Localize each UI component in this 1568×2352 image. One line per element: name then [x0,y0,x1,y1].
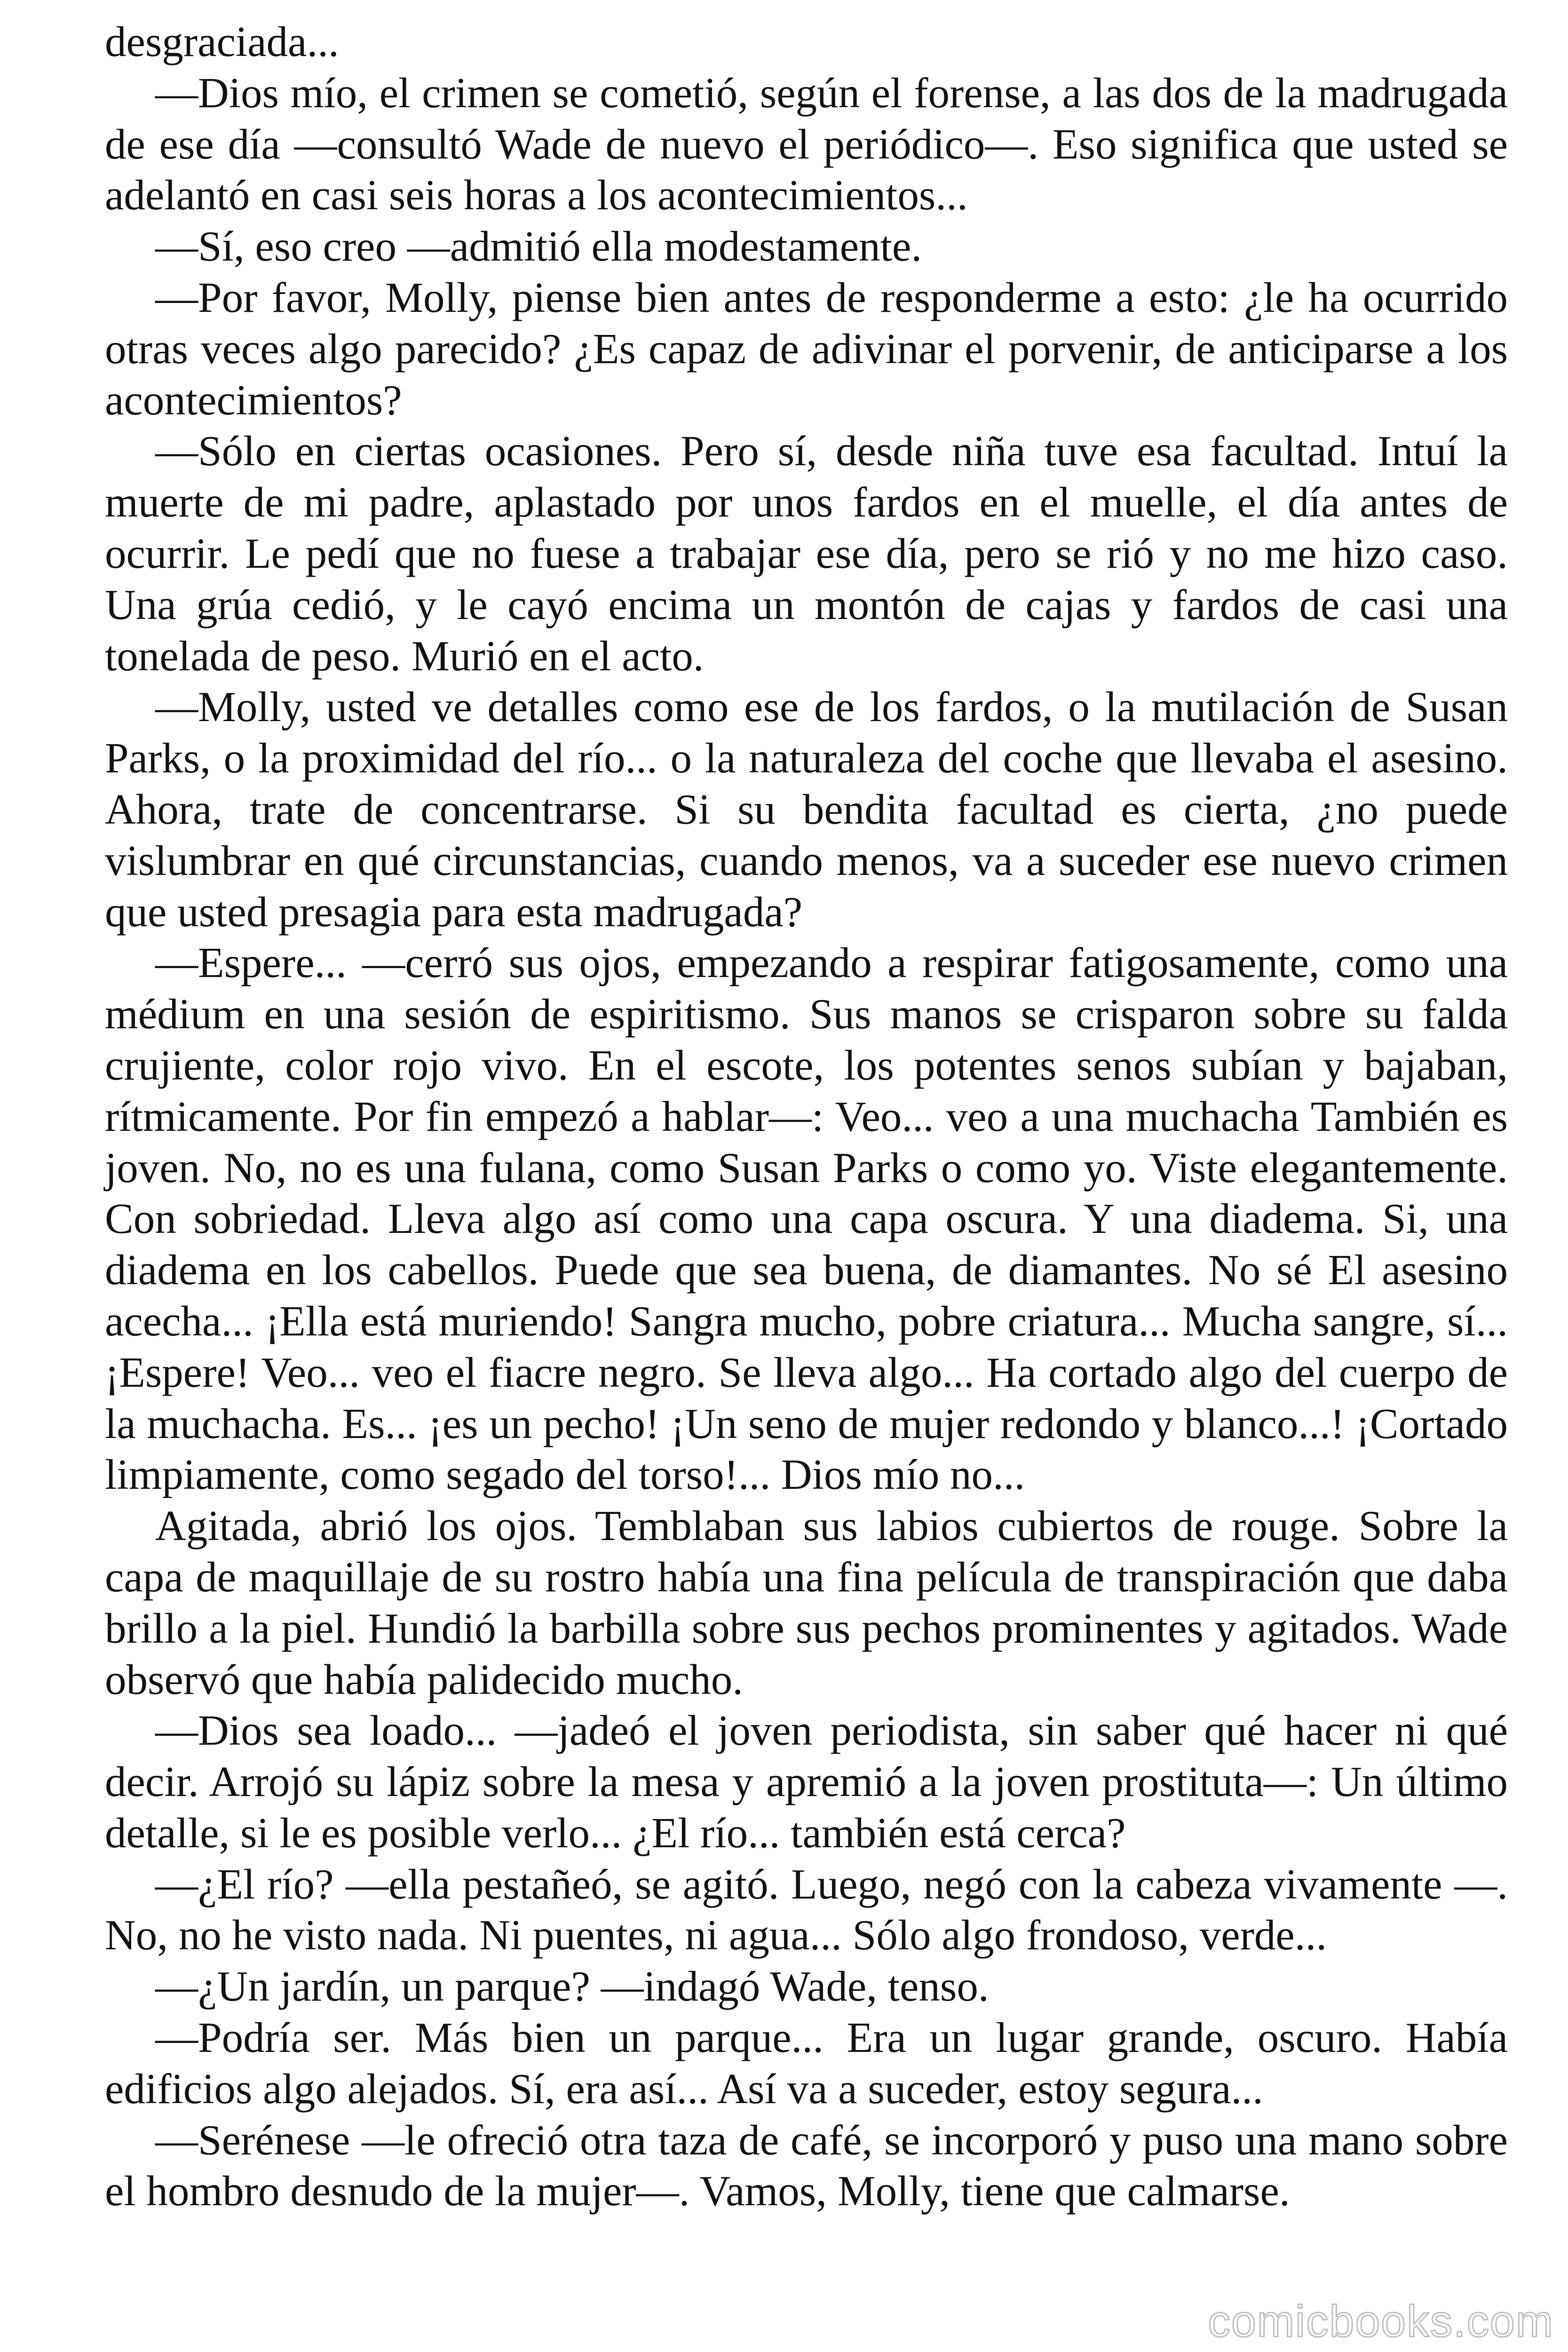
paragraph-6: —Molly, usted ve detalles como ese de los fardos, o la mutilación de Susan Parks, o la proximidad del río... o la naturaleza del coche que llevaba el asesino. Ahora, trate de concentrarse. Si su bendita facultad es cierta, ¿no puede vislumbrar en qué circunstancias, cuando menos, va a suceder ese nuevo crimen que usted presagia para esta madrugada? [105,683,1508,936]
paragraph-12: —Podría ser. Más bien un parque... Era un lugar grande, oscuro. Había edificios algo alejados. Sí, era así... Así va a suceder, estoy segura... [105,2014,1508,2113]
paragraph-2: —Dios mío, el crimen se cometió, según el forense, a las dos de la madrugada de ese día —consultó Wade de nuevo el periódico—. Eso significa que usted se adelantó en casi seis horas a los acontecimientos... [105,69,1508,219]
paragraph-13: —Serénese —le ofreció otra taza de café, se incorporó y puso una mano sobre el hombro desnudo de la mujer—. Vamos, Molly, tiene que calmarse. [105,2116,1508,2215]
paragraph-1: desgraciada... [105,18,339,65]
paragraph-4: —Por favor, Molly, piense bien antes de responderme a esto: ¿le ha ocurrido otras veces algo parecido? ¿Es capaz de adivinar el porvenir, de anticiparse a los acontecimientos? [105,273,1508,424]
paragraph-3: —Sí, eso creo —admitió ella modestamente. [155,222,922,270]
paragraph-11: —¿Un jardín, un parque? —indagó Wade, tenso. [155,1963,989,2010]
paragraph-9: —Dios sea loado... —jadeó el joven periodista, sin saber qué hacer ni qué decir. Arrojó su lápiz sobre la mesa y apremió a la joven prostituta—: Un último detalle, si le es posible verlo... ¿El río... también está cerca? [105,1707,1508,1857]
paragraph-5: —Sólo en ciertas ocasiones. Pero sí, desde niña tuve esa facultad. Intuí la muerte de mi padre, aplastado por unos fardos en el muelle, el día antes de ocurrir. Le pedí que no fuese a trabajar ese día, pero se rió y no me hizo caso. Una grúa cedió, y le cayó encima un montón de cajas y fardos de casi una tonelada de peso. Murió en el acto. [105,427,1508,680]
paragraph-7: —Espere... —cerró sus ojos, empezando a respirar fatigosamente, como una médium en una sesión de espiritismo. Sus manos se crisparon sobre su falda crujiente, color rojo vivo. En el escote, los potentes senos subían y bajaban, rítmicamente. Por fin empezó a hablar—: Veo... veo a una muchacha También es joven. No, no es una fulana, como Susan Parks o como yo. Viste elegantemente. Con sobriedad. Lleva algo así como una capa oscura. Y una diadema. Si, una diadema en los cabellos. Puede que sea buena, de diamantes. No sé El asesino acecha... ¡Ella está muriendo! Sangra mucho, pobre criatura... Mucha sangre, sí... ¡Espere! Veo... veo el fiacre negro. Se lleva algo... Ha cortado algo del cuerpo de la muchacha. Es... ¡es un pecho! ¡Un seno de mujer redondo y blanco...! ¡Cortado limpiamente, como segado del torso!... Dios mío no... [105,939,1508,1499]
watermark: comicbooks.com [1208,2296,1554,2346]
paragraph-8: Agitada, abrió los ojos. Temblaban sus labios cubiertos de rouge. Sobre la capa de maquillaje de su rostro había una fina película de transpiración que daba brillo a la piel. Hundió la barbilla sobre sus pechos prominentes y agitados. Wade observó que había palidecido mucho. [105,1502,1508,1703]
paragraph-10: —¿El río? —ella pestañeó, se agitó. Luego, negó con la cabeza vivamente —. No, no he visto nada. Ni puentes, ni agua... Sólo algo frondoso, verde... [105,1860,1508,1959]
page-text [105,16,1508,2217]
